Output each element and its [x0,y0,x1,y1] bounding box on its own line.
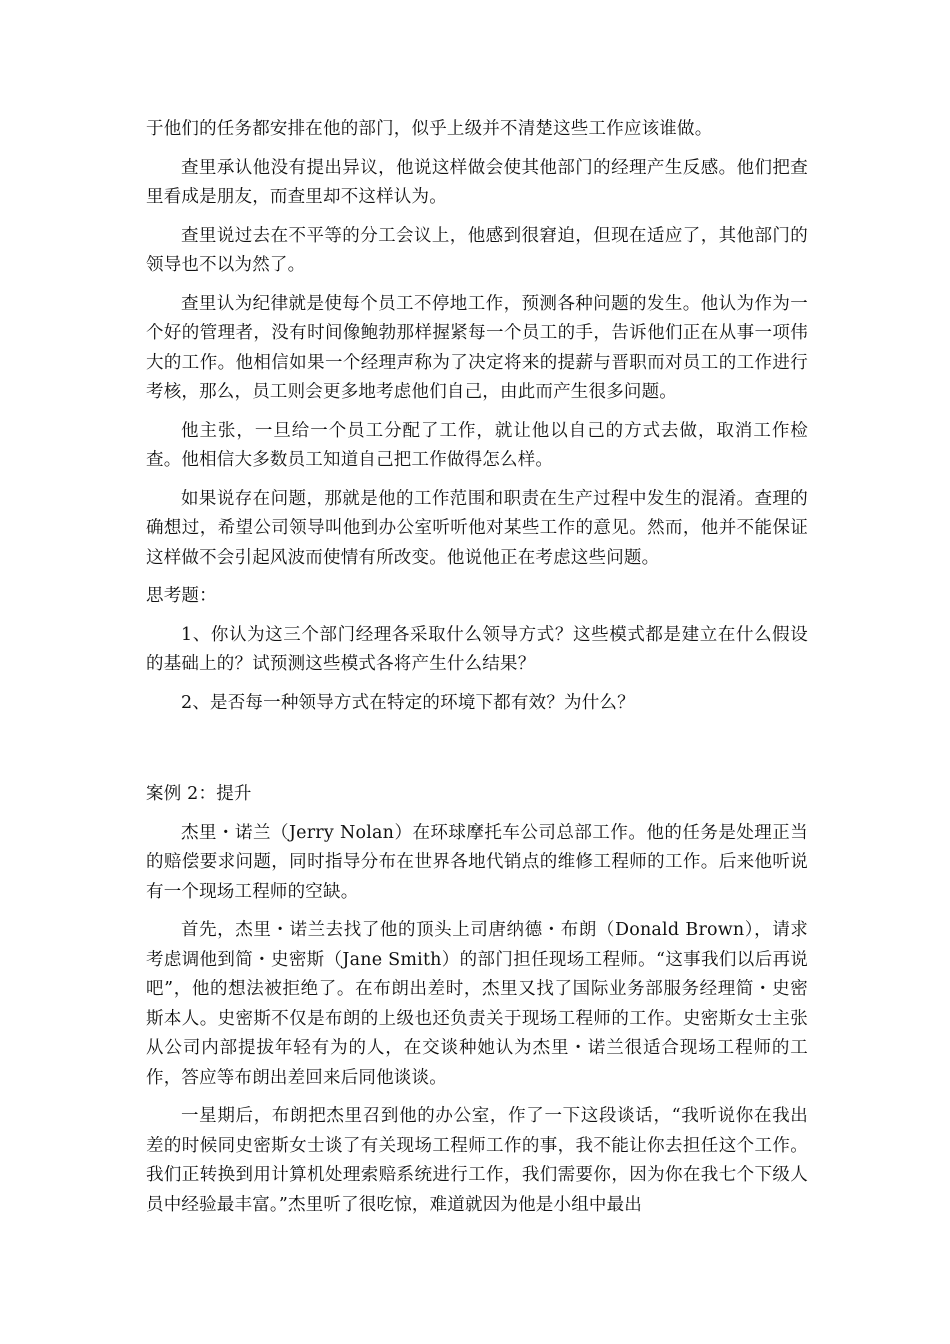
case-paragraph-3: 一星期后，布朗把杰里召到他的办公室，作了一下这段谈话，“我听说你在我出差的时候同史密斯女士谈了有关现场工程师工作的事，我不能让你去担任这个工作。我们正转换到用计算机处理索赔系统进行工作，我们需要你，因为你在我七个下级人员中经验最丰富。”杰里听了很吃惊，难道就因为他是小组中最出 [146,1106,808,1215]
paragraph-6: 如果说存在问题，那就是他的工作范围和职责在生产过程中发生的混淆。查理的确想过，希望公司领导叫他到办公室听听他对某些工作的意见。然而，他并不能保证这样做不会引起风波而使情有所改变。他说他正在考虑这些问题。 [146,488,808,568]
questions-heading: 思考题： [146,586,217,606]
paragraph-4: 查里认为纪律就是使每个员工不停地工作，预测各种问题的发生。他认为作为一个好的管理者，没有时间像鲍勃那样握紧每一个员工的手，告诉他们正在从事一项伟大的工作。他相信如果一个经理声称为了决定将来的提薪与晋职而对员工的工作进行考核，那么，员工则会更多地考虑他们自己，由此而产生很多问题。 [146,293,808,402]
case-paragraph-2: 首先，杰里・诺兰去找了他的顶头上司唐纳德・布朗（Donald Brown），请求考虑调他到简・史密斯（Jane Smith）的部门担任现场工程师。“这事我们以后再说吧”，他的想法被拒绝了。在布朗出差时，杰里又找了国际业务部服务经理简・史密斯本人。史密斯不仅是布朗的上级也还负责关于现场工程师的工作。史密斯女士主张从公司内部提拔年轻有为的人，在交谈种她认为杰里・诺兰很适合现场工程师的工作，答应等布朗出差回来后同他谈谈。 [146,920,808,1088]
paragraph-5: 他主张，一旦给一个员工分配了工作，就让他以自己的方式去做，取消工作检查。他相信大多数员工知道自己把工作做得怎么样。 [146,420,808,470]
question-2: 2、是否每一种领导方式在特定的环境下都有效？为什么？ [181,692,635,713]
case-title: 案例 2：提升 [146,784,252,804]
document-page [146,115,808,1220]
case-paragraph-1: 杰里・诺兰（Jerry Nolan）在环球摩托车公司总部工作。他的任务是处理正当的赔偿要求问题，同时指导分布在世界各地代销点的维修工程师的工作。后来他听说有一个现场工程师的空缺。 [146,822,808,902]
question-1: 1、你认为这三个部门经理各采取什么领导方式？这些模式都是建立在什么假设的基础上的？试预测这些模式各将产生什么结果？ [146,624,808,674]
paragraph-2: 查里承认他没有提出异议，他说这样做会使其他部门的经理产生反感。他们把查里看成是朋友，而查里却不这样认为。 [146,157,808,207]
paragraph-3: 查里说过去在不平等的分工会议上，他感到很窘迫，但现在适应了，其他部门的领导也不以为然了。 [146,225,808,275]
paragraph-1: 于他们的任务都安排在他的部门，似乎上级并不清楚这些工作应该谁做。 [146,119,713,139]
